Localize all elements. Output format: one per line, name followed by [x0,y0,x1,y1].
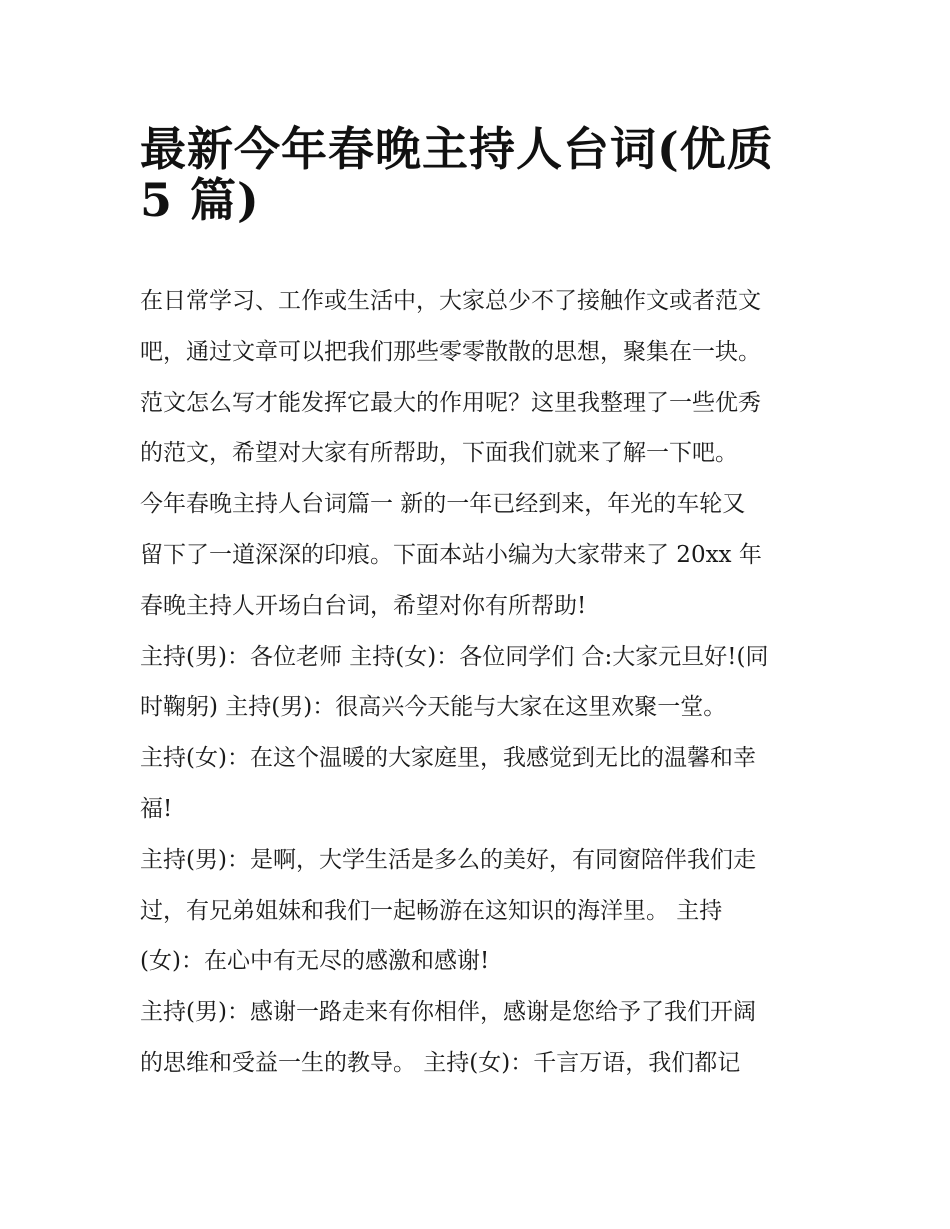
text-line: 主持(男)：感谢一路走来有你相伴，感谢是您给予了我们开阔 [140,999,756,1026]
paragraph-section-one [140,479,820,631]
paragraph-dialogue [140,835,820,987]
title-line: 最新今年春晚主持人台词(优质 [140,122,774,176]
text-line: 留下了一道深深的印痕。下面本站小编为大家带来了 20xx 年 [140,541,762,568]
text-line: 今年春晚主持人台词篇一 新的一年已经到来，年光的车轮又 [140,491,746,518]
paragraph-dialogue [140,632,820,734]
paragraph-dialogue [140,733,820,835]
paragraph-intro [140,276,820,479]
text-line: 范文怎么写才能发挥它最大的作用呢？这里我整理了一些优秀 [140,389,761,416]
text-line: 的思维和受益一生的教导。 主持(女)：千言万语，我们都记 [140,1049,741,1076]
title-line: 5 篇) [140,172,260,227]
paragraph-dialogue [140,987,820,1089]
text-line: 主持(男)：各位老师 主持(女)：各位同学们 合:大家元旦好!(同 [140,643,769,670]
text-line: (女)：在心中有无尽的感激和感谢! [140,948,490,975]
text-line: 吧，通过文章可以把我们那些零零散散的思想，聚集在一块。 [140,338,761,365]
page-title [140,112,820,227]
text-line: 主持(男)：是啊，大学生活是多么的美好，有同窗陪伴我们走 [140,846,756,873]
text-line: 春晚主持人开场白台词，希望对你有所帮助! [140,592,587,619]
text-line: 福! [140,795,173,822]
text-line: 过，有兄弟姐妹和我们一起畅游在这知识的海洋里。 主持 [140,897,723,924]
text-line: 主持(女)：在这个温暖的大家庭里，我感觉到无比的温馨和幸 [140,745,756,772]
text-line: 时鞠躬) 主持(男)：很高兴今天能与大家在这里欢聚一堂。 [140,694,727,721]
text-line: 的范文，希望对大家有所帮助，下面我们就来了解一下吧。 [140,440,738,467]
document-body [140,276,820,1089]
text-line: 在日常学习、工作或生活中，大家总少不了接触作文或者范文 [140,288,761,314]
